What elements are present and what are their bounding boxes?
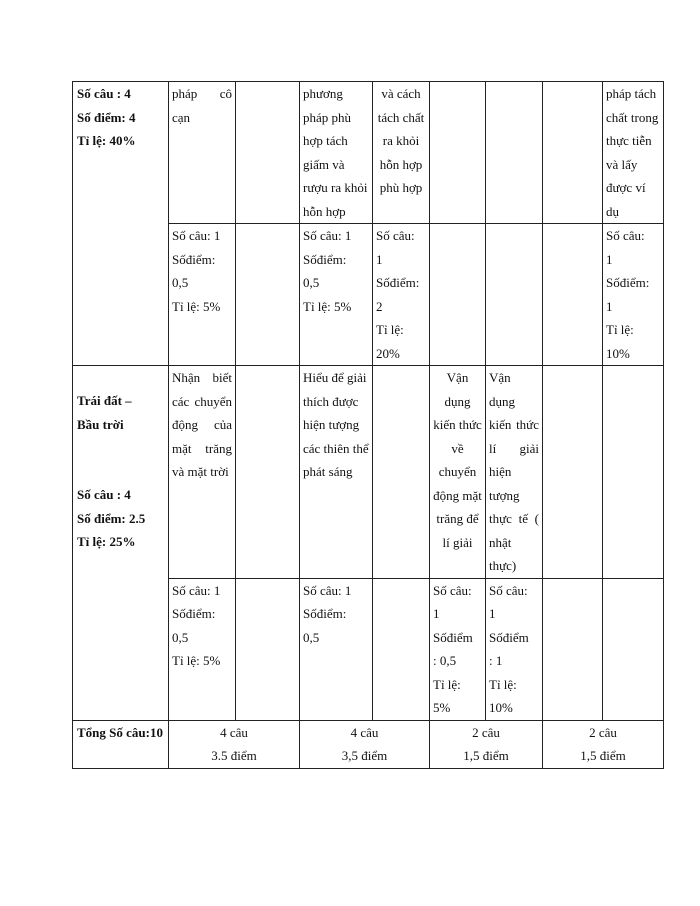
total-group-4-points: 1,5 điểm [580,748,626,763]
section1-content-c8: pháp tách chất trong thực tiễn và lấy được ví dụ [603,82,664,224]
total-row [73,720,664,768]
empty-cell [486,82,543,224]
section2-stats-c5: Số câu: 1 Sốđiểm : 0,5 Tỉ lệ: 5% [430,578,486,720]
section1-content-c4: và cách tách chất ra khỏi hỗn hợp phù hợp [373,82,430,224]
empty-cell [603,578,664,720]
empty-cell [543,224,603,366]
empty-cell [430,224,486,366]
section2-ratio: Tỉ lệ: 25% [77,534,136,549]
assessment-matrix-table [72,81,664,769]
section2-label-cell [73,366,169,721]
section2-content-c5: Vận dụng kiến thức về chuyển động mặt trăng để lí giải [430,366,486,579]
total-group-3 [430,720,543,768]
empty-cell [236,366,300,579]
empty-cell [430,82,486,224]
section1-stats-c3: Số câu: 1 Sốđiểm: 0,5 Tỉ lệ: 5% [300,224,373,366]
section1-content-row [73,82,664,224]
empty-cell [373,366,430,579]
total-group-2-count: 4 câu [350,724,379,740]
section2-topic-line2: Bầu trời [77,416,124,432]
section2-content-c6: Vận dụng kiến thức lí giải hiện tượng thực tế ( nhật thực) [486,366,543,579]
section1-question-count: Số câu : 4 [77,86,131,101]
total-group-2-points: 3,5 điểm [341,748,388,763]
empty-cell [236,224,300,366]
total-group-1 [169,720,300,768]
section2-stats-c3: Số câu: 1 Sốđiểm: 0,5 [300,578,373,720]
total-group-1-count: 4 câu [220,724,248,740]
total-group-4-count: 2 câu [589,724,617,740]
section2-content-row [73,366,664,579]
section2-content-c3: Hiểu để giải thích được hiện tượng các thiên thể phát sáng [300,366,373,579]
section1-points: Số điểm: 4 [77,109,136,125]
empty-cell [543,366,603,579]
section1-ratio: Tỉ lệ: 40% [77,133,136,148]
section1-label-cell [73,82,169,366]
section1-content-c3: phương pháp phù hợp tách giấm và rượu ra khỏi hỗn hợp [300,82,373,224]
section2-points: Số điểm: 2.5 [77,510,146,526]
section2-content-c1: Nhận biết các chuyển động của mặt trăng và mặt trời [169,366,236,579]
section1-stats-c1: Số câu: 1 Sốđiểm: 0,5 Tỉ lệ: 5% [169,224,236,366]
section2-question-count: Số câu : 4 [77,487,131,502]
empty-cell [373,578,430,720]
total-group-2 [300,720,430,768]
total-label: Tổng Số câu:10 [73,720,169,768]
total-group-3-points: 1,5 điểm [463,748,509,763]
total-group-4 [543,720,664,768]
empty-cell [236,578,300,720]
section2-topic-line1: Trái đất – [77,393,132,408]
empty-cell [543,578,603,720]
section2-stats-c6: Số câu: 1 Sốđiểm : 1 Tỉ lệ: 10% [486,578,543,720]
total-group-3-count: 2 câu [472,724,500,740]
section1-content-c1: pháp cô cạn [169,82,236,224]
section1-stats-c4: Số câu: 1 Sốđiểm: 2 Tỉ lệ: 20% [373,224,430,366]
section1-stats-c8: Số câu: 1 Sốđiểm: 1 Tỉ lệ: 10% [603,224,664,366]
empty-cell [236,82,300,224]
total-group-1-points: 3.5 điểm [211,748,257,763]
empty-cell [603,366,664,579]
section2-stats-c1: Số câu: 1 Sốđiểm: 0,5 Tỉ lệ: 5% [169,578,236,720]
empty-cell [486,224,543,366]
empty-cell [543,82,603,224]
